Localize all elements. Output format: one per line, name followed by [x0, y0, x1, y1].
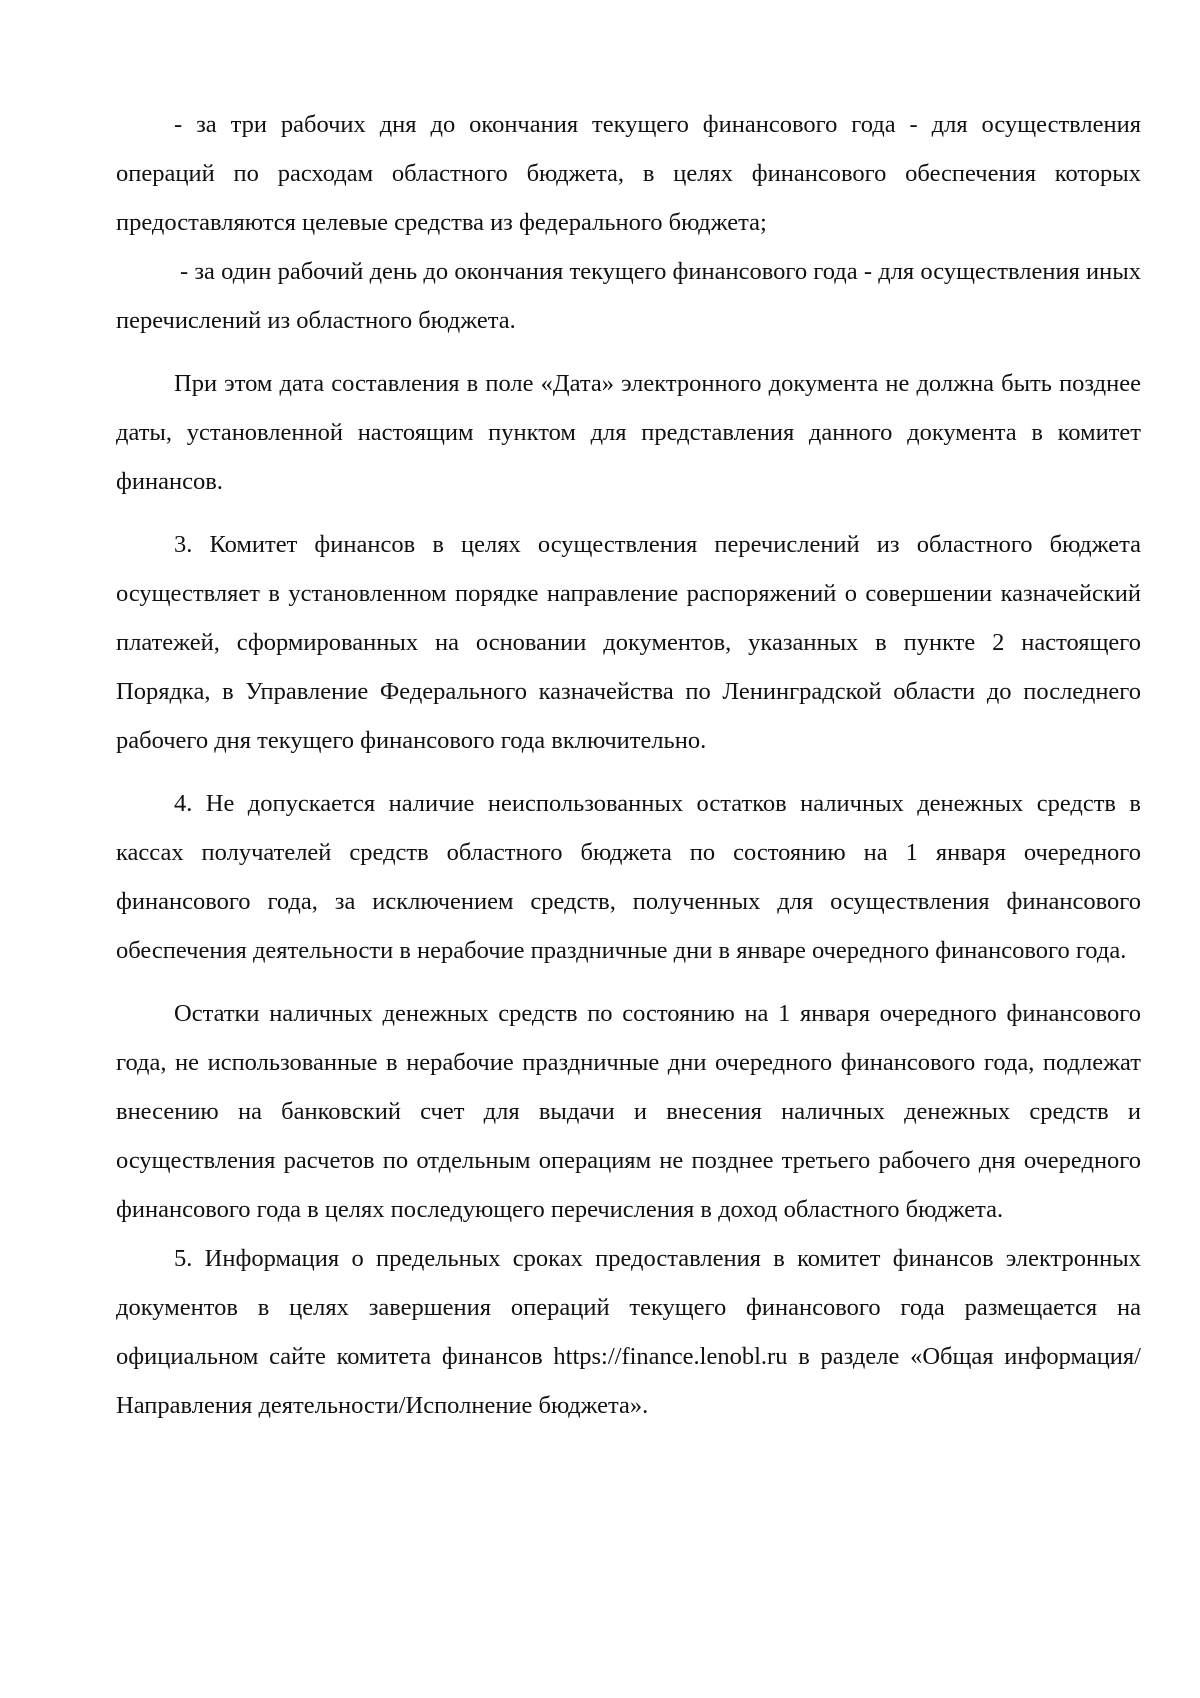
paragraph-item-3: 3. Комитет финансов в целях осуществления перечислений из областного бюджета осуществляет в установленном порядке направление распоряжений о совершении казначейский платежей, сформированных на основании документов, указанных в пункте 2 настоящего Порядка, в Управление Федерального казначейства по Ленинградской области до последнего рабочего дня текущего финансового года включительно. — [116, 531, 1141, 754]
paragraph-deadline-other: - за один рабочий день до окончания текущего финансового года - для осуществления иных перечислений из областного бюджета. — [116, 258, 1141, 334]
paragraph-item-5: 5. Информация о предельных сроках предоставления в комитет финансов электронных документов в целях завершения операций текущего финансового года размещается на официальном сайте комитета финансов https://finance.lenobl.ru в разделе «Общая информация/Направления деятельности/Исполнение бюджета». — [116, 1245, 1141, 1419]
document-body — [116, 100, 1141, 1430]
paragraph-item-4: 4. Не допускается наличие неиспользованных остатков наличных денежных средств в кассах получателей средств областного бюджета по состоянию на 1 января очередного финансового года, за исключением средств, полученных для осуществления финансового обеспечения деятельности в нерабочие праздничные дни в январе очередного финансового года. — [116, 790, 1141, 964]
paragraph-date-field: При этом дата составления в поле «Дата» электронного документа не должна быть позднее даты, установленной настоящим пунктом для представления данного документа в комитет финансов. — [116, 370, 1141, 495]
paragraph-cash-remainders: Остатки наличных денежных средств по состоянию на 1 января очередного финансового года, не использованные в нерабочие праздничные дни очередного финансового года, подлежат внесению на банковский счет для выдачи и внесения наличных денежных средств и осуществления расчетов по отдельным операциям не позднее третьего рабочего дня очередного финансового года в целях последующего перечисления в доход областного бюджета. — [116, 1000, 1141, 1223]
paragraph-deadline-federal: - за три рабочих дня до окончания текущего финансового года - для осуществления операций по расходам областного бюджета, в целях финансового обеспечения которых предоставляются целевые средства из федерального бюджета; — [116, 111, 1141, 236]
